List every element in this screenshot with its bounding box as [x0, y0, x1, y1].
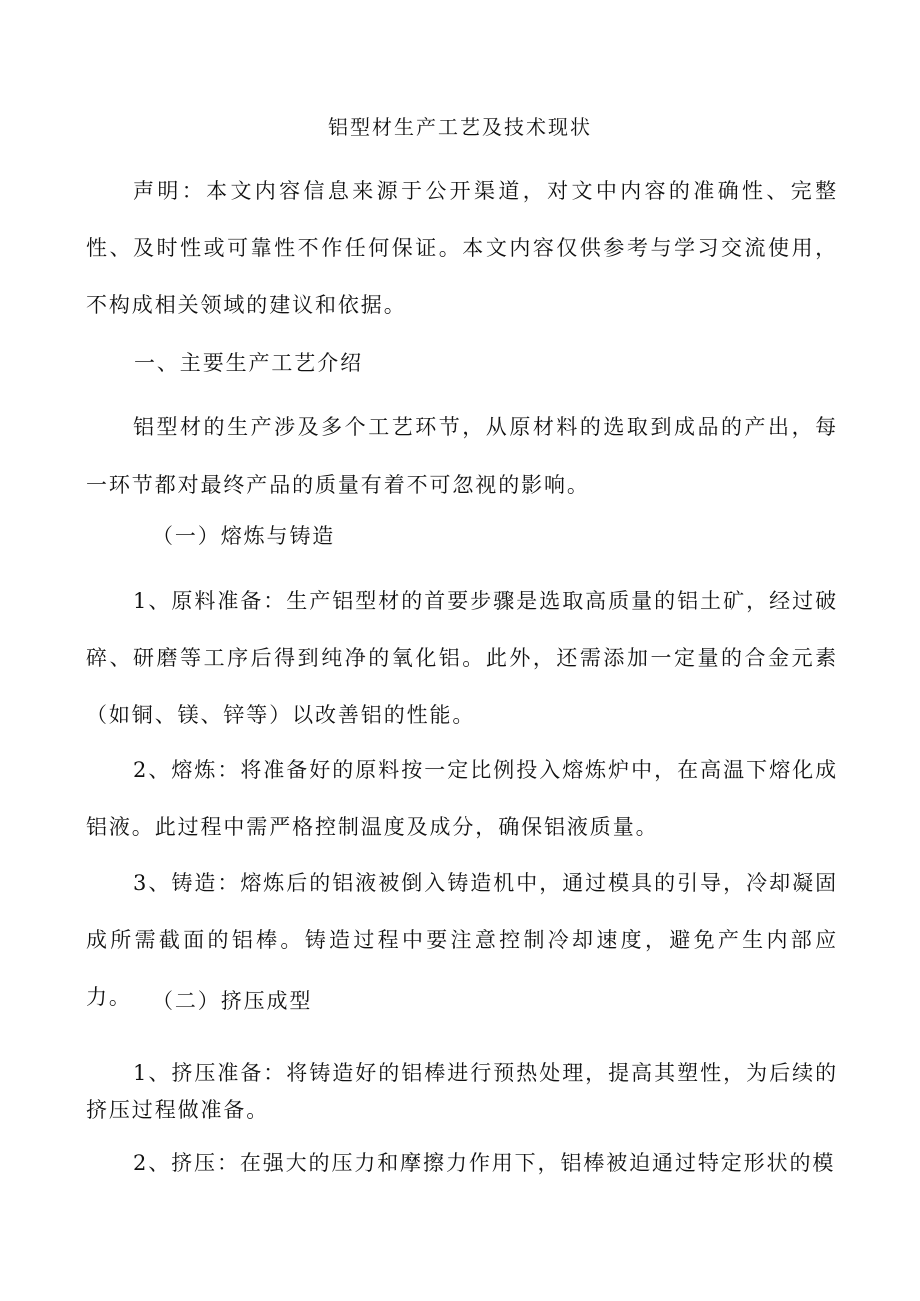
- list-item: 3、铸造：熔炼后的铝液被倒入铸造机中，通过模具的引导，冷却凝固成所需截面的铝棒。铸造过程中要注意控制冷却速度，避免产生内部应力。: [86, 871, 838, 1009]
- disclaimer-paragraph: 声明：本文内容信息来源于公开渠道，对文中内容的准确性、完整性、及时性或可靠性不作任何保证。本文内容仅供参考与学习交流使用，不构成相关领域的建议和依据。: [86, 179, 838, 317]
- list-item: 2、挤压：在强大的压力和摩擦力作用下，铝棒被迫通过特定形状的模: [133, 1151, 836, 1175]
- subsection-heading-smelting: （一）熔炼与铸造: [152, 524, 336, 548]
- list-item: 1、原料准备：生产铝型材的首要步骤是选取高质量的铝土矿，经过破碎、研磨等工序后得到纯净的氧化铝。此外，还需添加一定量的合金元素（如铜、镁、锌等）以改善铝的性能。: [86, 589, 838, 727]
- list-item: 2、熔炼：将准备好的原料按一定比例投入熔炼炉中，在高温下熔化成铝液。此过程中需严格控制温度及成分，确保铝液质量。: [86, 758, 838, 839]
- subsection-heading-extrusion: （二）挤压成型: [152, 989, 313, 1013]
- list-item: 1、挤压准备：将铸造好的铝棒进行预热处理，提高其塑性，为后续的挤压过程做准备。: [86, 1061, 838, 1122]
- intro-paragraph: 铝型材的生产涉及多个工艺环节，从原材料的选取到成品的产出，每一环节都对最终产品的质量有着不可忽视的影响。: [86, 415, 838, 497]
- document-title: 铝型材生产工艺及技术现状: [328, 115, 592, 139]
- section-heading: 一、主要生产工艺介绍: [134, 351, 363, 375]
